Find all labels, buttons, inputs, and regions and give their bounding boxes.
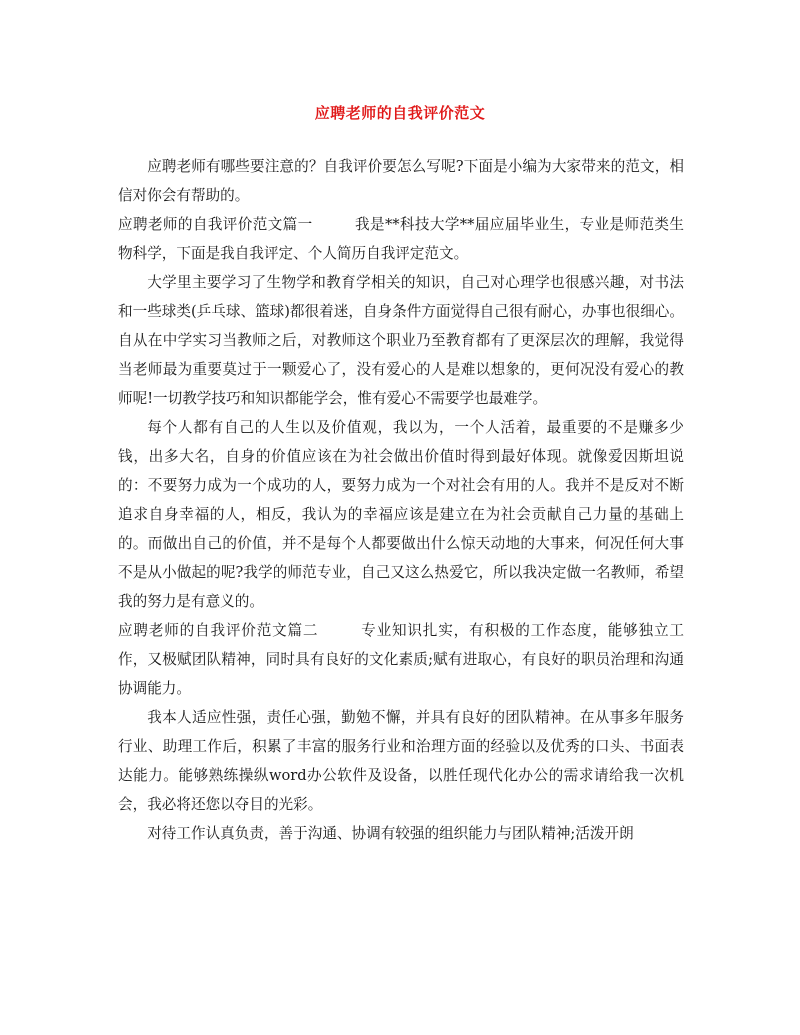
section1-paragraph-1: 大学里主要学习了生物学和教育学相关的知识，自己对心理学也很感兴趣，对书法和一些球类(乒乓球、篮球)都很着迷，自身条件方面觉得自己很有耐心，办事也很细心。自从在中学实习当教师之后，对教师这个职业乃至教育都有了更深层次的理解，我觉得当老师最为重要莫过于一颗爱心了，没有爱心的人是难以想象的，更何况没有爱心的教师呢!一切教学技巧和知识都能学会，惟有爱心不需要学也最难学。 [118,274,684,407]
document-title: 应聘老师的自我评价范文 [314,104,486,122]
section2-lead: 专业知识扎实，有积极的工作态度，能够独立工作，又极赋团队精神，同时具有良好的文化素质;赋有进取心，有良好的职员治理和沟通协调能力。 [118,622,684,697]
section1-paragraph-2: 每个人都有自己的人生以及价值观，我以为，一个人活着，最重要的不是赚多少钱，出多大名，自身的价值应该在为社会做出价值时得到最好体现。就像爱因斯坦说的：不要努力成为一个成功的人，要努力成为一个对社会有用的人。我并不是反对不断追求自身幸福的人，相反，我认为的幸福应该是建立在为社会贡献自己力量的基础上的。而做出自己的价值，并不是每个人都要做出什么惊天动地的大事来，何况任何大事不是从小做起的呢?我学的师范专业，自己又这么热爱它，所以我决定做一名教师，希望我的努力是有意义的。 [118,419,684,610]
section2-paragraph-1: 我本人适应性强，责任心强，勤勉不懈，并具有良好的团队精神。在从事多年服务行业、助理工作后，积累了丰富的服务行业和治理方面的经验以及优秀的口头、书面表达能力。能够熟练操纵word办公软件及设备，以胜任现代化办公的需求请给我一次机会，我必将还您以夺目的光彩。 [118,709,684,813]
section1-lead: 我是**科技大学**届应届毕业生，专业是师范类生物科学，下面是我自我评定、个人简历自我评定范文。 [118,216,684,262]
section1-paragraph [118,210,684,268]
intro-paragraph: 应聘老师有哪些要注意的？自我评价要怎么写呢?下面是小编为大家带来的范文，相信对你会有帮助的。 [118,158,684,204]
section1-heading: 应聘老师的自我评价范文篇一 [118,216,313,233]
section2-heading: 应聘老师的自我评价范文篇二 [118,622,319,639]
document-body [118,152,684,848]
section2-paragraph-2: 对待工作认真负责，善于沟通、协调有较强的组织能力与团队精神;活泼开朗 [147,825,634,842]
section2-paragraph [118,616,684,703]
